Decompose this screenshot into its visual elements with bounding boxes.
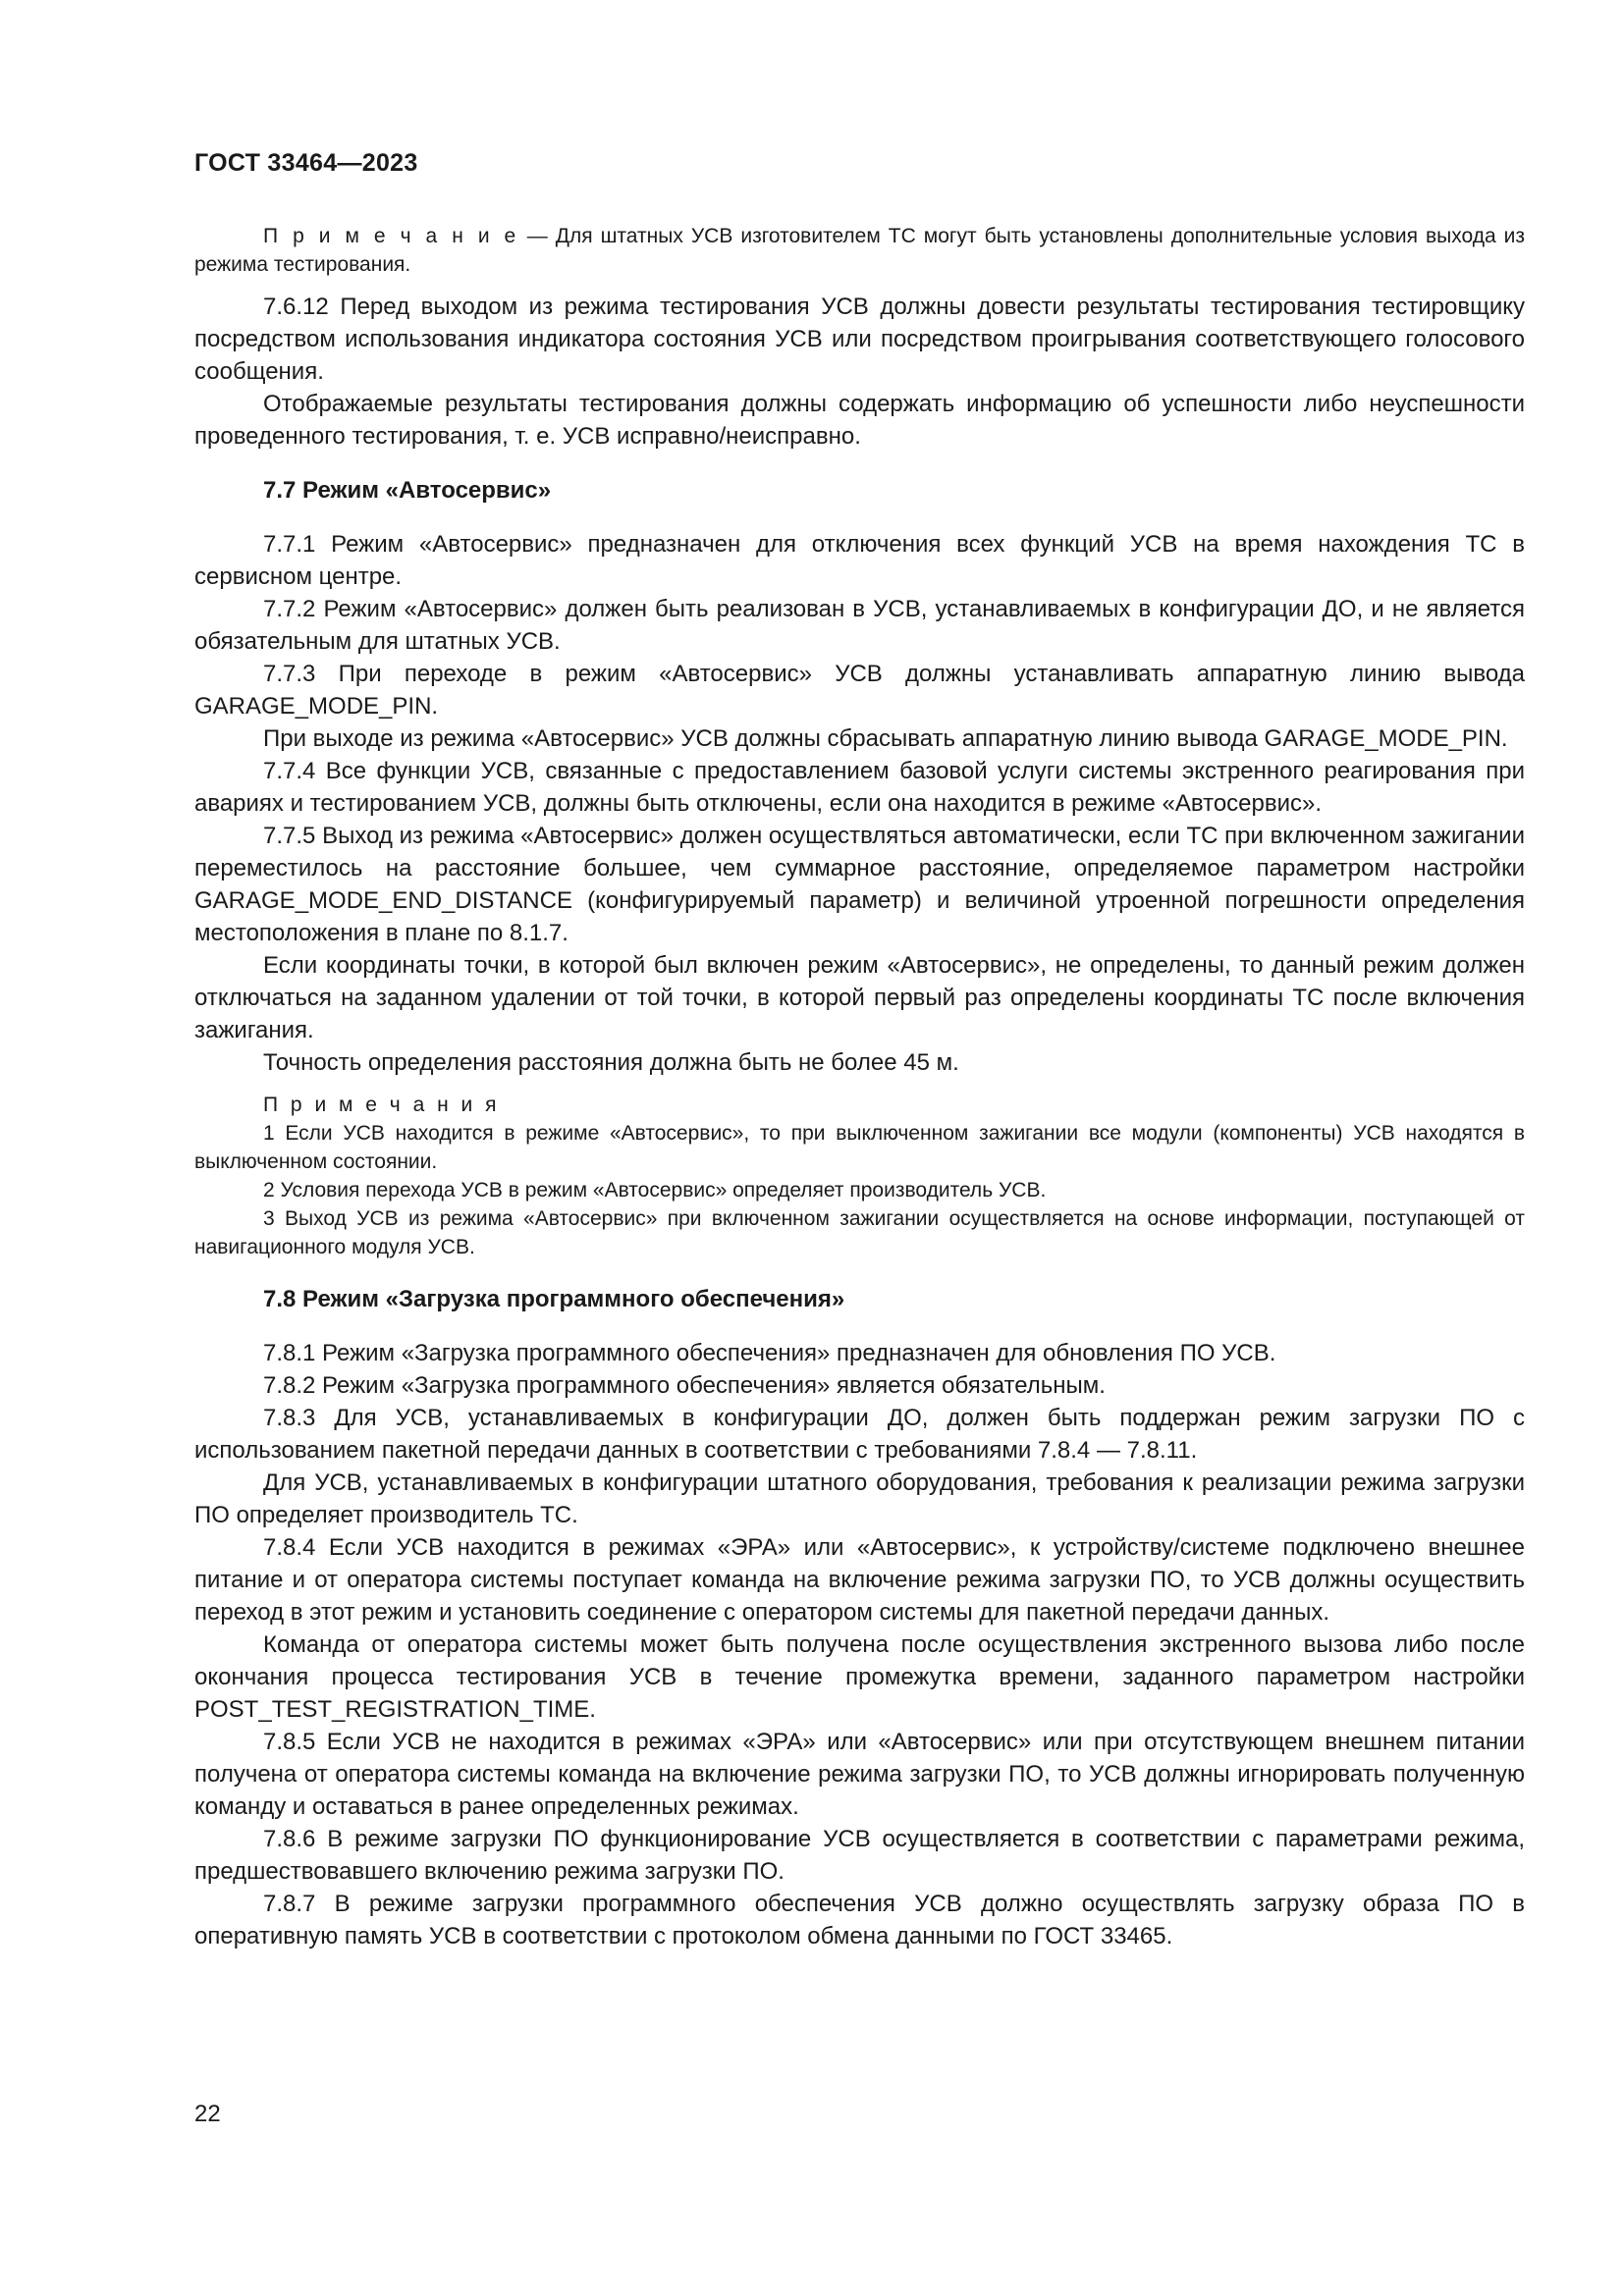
paragraph-7-8-3b: Для УСВ, устанавливаемых в конфигурации штатного оборудования, требования к реализации режима загрузки ПО определяет производитель ТС. [194, 1469, 1525, 1528]
note-2: 2 Условия перехода УСВ в режим «Автосервис» определяет производитель УСВ. [263, 1179, 1047, 1201]
paragraph-7-8-4: 7.8.4 Если УСВ находится в режимах «ЭРА» или «Автосервис», к устройству/системе подключено внешнее питание и от оператора системы поступает команда на включение режима загрузки ПО, то УСВ должны осуществить переход в этот режим и установить соединение с оператором системы для пакетной передачи данных. [194, 1534, 1525, 1626]
paragraph-7-7-5c: Точность определения расстояния должна быть не более 45 м. [263, 1049, 959, 1076]
note-3: 3 Выход УСВ из режима «Автосервис» при включенном зажигании осуществляется на основе информации, поступающей от навигационного модуля УСВ. [194, 1207, 1525, 1258]
paragraph-7-8-7: 7.8.7 В режиме загрузки программного обеспечения УСВ должно осуществлять загрузку образа ПО в оперативную память УСВ в соответствии с протоколом обмена данными по ГОСТ 33465. [194, 1891, 1525, 1949]
paragraph-7-7-1: 7.7.1 Режим «Автосервис» предназначен для отключения всех функций УСВ на время нахождения ТС в сервисном центре. [194, 531, 1525, 590]
paragraph-7-6-12: 7.6.12 Перед выходом из режима тестирования УСВ должны довести результаты тестирования тестировщику посредством использования индикатора состояния УСВ или посредством проигрывания соответствующего голосового сообщения. [194, 294, 1525, 385]
paragraph-7-7-2: 7.7.2 Режим «Автосервис» должен быть реализован в УСВ, устанавливаемых в конфигурации ДО, и не является обязательным для штатных УСВ. [194, 596, 1525, 655]
paragraph-results: Отображаемые результаты тестирования должны содержать информацию об успешности либо неуспешности проведенного тестирования, т. е. УСВ исправно/неисправно. [194, 391, 1525, 450]
document-header: ГОСТ 33464—2023 [194, 149, 418, 177]
paragraph-7-8-5: 7.8.5 Если УСВ не находится в режимах «ЭРА» или «Автосервис» или при отсутствующем внешнем питании получена от оператора системы команда на включение режима загрузки ПО, то УСВ должны игнорировать полученную команду и оставаться в ранее определенных режимах. [194, 1729, 1525, 1820]
paragraph-7-7-5b: Если координаты точки, в которой был включен режим «Автосервис», не определены, то данный режим должен отключаться на заданном удалении от той точки, в которой первый раз определены координаты ТС после включения зажигания. [194, 952, 1525, 1043]
page-number: 22 [194, 2101, 221, 2127]
section-heading-7-8: 7.8 Режим «Загрузка программного обеспечения» [263, 1286, 845, 1312]
paragraph-7-7-5: 7.7.5 Выход из режима «Автосервис» должен осуществляться автоматически, если ТС при включенном зажигании переместилось на расстояние большее, чем суммарное расстояние, определяемое параметром настройки GARAGE_MODE_END_DISTANCE (конфигурируемый параметр) и величиной утроенной погрешности определения местоположения в плане по 8.1.7. [194, 823, 1525, 946]
note-top-text: — Для штатных УСВ изготовителем ТС могут быть установлены дополнительные условия выхода из режима тестирования. [194, 225, 1525, 276]
paragraph-7-8-6: 7.8.6 В режиме загрузки ПО функционирование УСВ осуществляется в соответствии с параметрами режима, предшествовавшего включению режима загрузки ПО. [194, 1826, 1525, 1885]
notes-label: П р и м е ч а н и я [263, 1094, 500, 1116]
paragraph-7-8-3: 7.8.3 Для УСВ, устанавливаемых в конфигурации ДО, должен быть поддержан режим загрузки ПО с использованием пакетной передачи данных в соответствии с требованиями 7.8.4 — 7.8.11. [194, 1405, 1525, 1464]
paragraph-7-8-1: 7.8.1 Режим «Загрузка программного обеспечения» предназначен для обновления ПО УСВ. [263, 1340, 1276, 1366]
paragraph-7-7-3b: При выходе из режима «Автосервис» УСВ должны сбрасывать аппаратную линию вывода GARAGE_MODE_PIN. [263, 725, 1508, 752]
section-heading-7-7: 7.7 Режим «Автосервис» [263, 477, 552, 504]
note-top [194, 222, 1525, 279]
paragraph-7-8-2: 7.8.2 Режим «Загрузка программного обеспечения» является обязательным. [263, 1372, 1106, 1399]
note-1: 1 Если УСВ находится в режиме «Автосервис», то при выключенном зажигании все модули (компоненты) УСВ находятся в выключенном состоянии. [194, 1122, 1525, 1173]
note-top-label: П р и м е ч а н и е [263, 225, 519, 247]
document-body [194, 222, 1525, 1952]
paragraph-7-7-3: 7.7.3 При переходе в режим «Автосервис» УСВ должны устанавливать аппаратную линию вывода GARAGE_MODE_PIN. [194, 661, 1525, 720]
paragraph-7-7-4: 7.7.4 Все функции УСВ, связанные с предоставлением базовой услуги системы экстренного реагирования при авариях и тестированием УСВ, должны быть отключены, если она находится в режиме «Автосервис». [194, 758, 1525, 817]
paragraph-7-8-4b: Команда от оператора системы может быть получена после осуществления экстренного вызова либо после окончания процесса тестирования УСВ в течение промежутка времени, заданного параметром настройки POST_TEST_REGISTRATION_TIME. [194, 1631, 1525, 1723]
